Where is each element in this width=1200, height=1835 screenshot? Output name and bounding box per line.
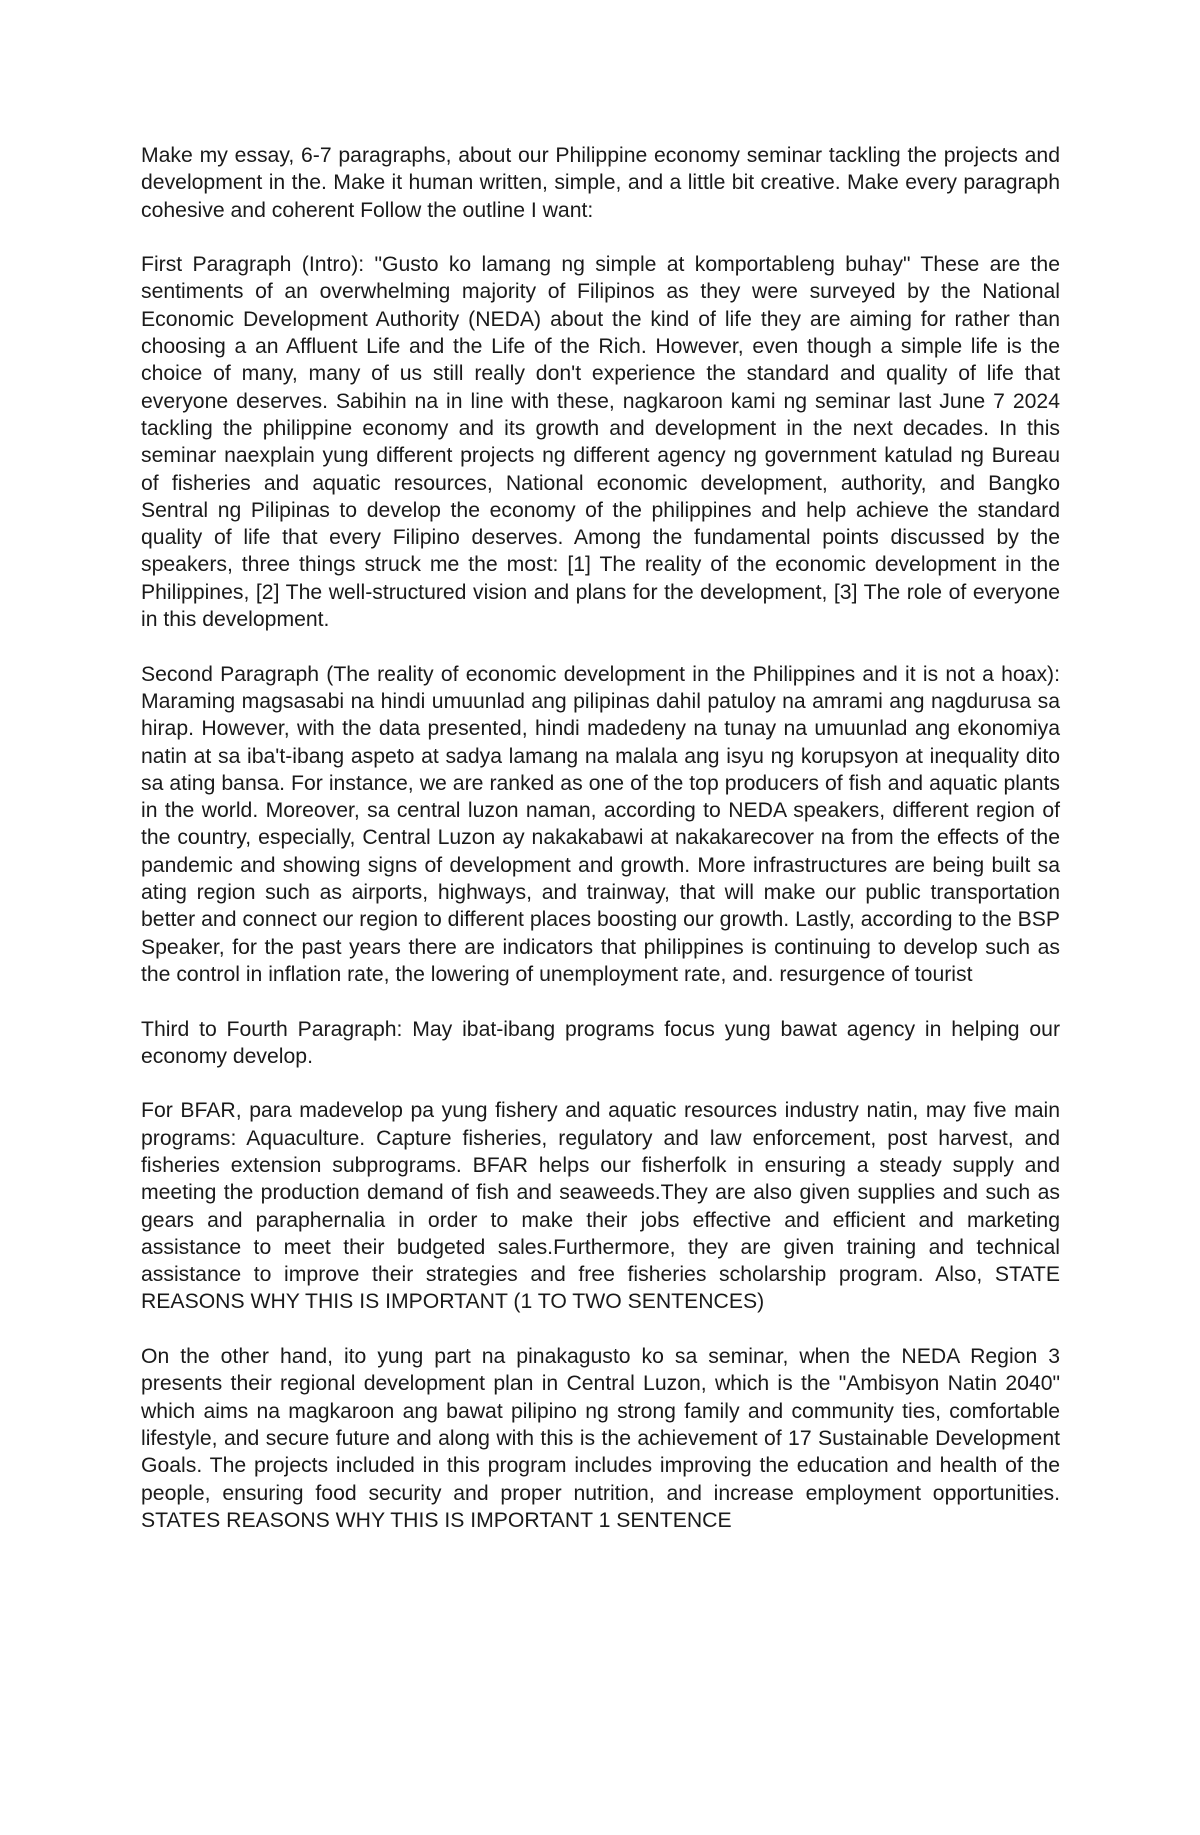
paragraph-second-reality: Second Paragraph (The reality of economic development in the Philippines and it is not a hoax): Maraming magsasabi na hindi umuunlad ang pilipinas dahil patuloy na amrami ang nagdurusa sa hirap. However, with the data presented, hindi madedeny na tunay na umuunlad ang ekonomiya natin at sa iba't-ibang aspeto at sadya lamang na malala ang isyu ng korupsyon at inequality dito sa ating bansa. For instance, we are ranked as one of the top producers of fish and aquatic plants in the world. Moreover, sa central luzon naman, according to NEDA speakers, different region of the country, especially, Central Luzon ay nakakabawi at nakakarecover na from the effects of the pandemic and showing signs of development and growth. More infrastructures are being built sa ating region such as airports, highways, and trainway, that will make our public transportation better and connect our region to different places boosting our growth. Lastly, according to the BSP Speaker, for the past years there are indicators that philippines is continuing to develop such as the control in inflation rate, the lowering of unemployment rate, and. resurgence of tourist (141, 662, 1060, 986)
paragraph-first-intro: First Paragraph (Intro): "Gusto ko lamang ng simple at komportableng buhay" These are the sentiments of an overwhelming majority of Filipinos as they were surveyed by the National Economic Development Authority (NEDA) about the kind of life they are aiming for rather than choosing a an Affluent Life and the Life of the Rich. However, even though a simple life is the choice of many, many of us still really don't experience the standard and quality of life that everyone deserves. Sabihin na in line with these, nagkaroon kami ng seminar last June 7 2024 tackling the philippine economy and its growth and development in the next decades. In this seminar naexplain yung different projects ng different agency ng government katulad ng Bureau of fisheries and aquatic resources, National economic development, authority, and Bangko Sentral ng Pilipinas to develop the economy of the philippines and help achieve the standard quality of life that every Filipino deserves. Among the fundamental points discussed by the speakers, three things struck me the most: [1] The reality of the economic development in the Philippines, [2] The well-structured vision and plans for the development, [3] The role of everyone in this development. (141, 253, 1060, 632)
paragraph-neda: On the other hand, ito yung part na pinakagusto ko sa seminar, when the NEDA Region 3 presents their regional development plan in Central Luzon, which is the "Ambisyon Natin 2040" which aims na magkaroon ang bawat pilipino ng strong family and community ties, comfortable lifestyle, and secure future and along with this is the achievement of 17 Sustainable Development Goals. The projects included in this program includes improving the education and health of the people, ensuring food security and proper nutrition, and increase employment opportunities. STATES REASONS WHY THIS IS IMPORTANT 1 SENTENCE (141, 1345, 1060, 1532)
paragraph-instructions: Make my essay, 6-7 paragraphs, about our Philippine economy seminar tackling the projects and development in the. Make it human written, simple, and a little bit creative. Make every paragraph cohesive and coherent Follow the outline I want: (141, 144, 1060, 222)
paragraph-bfar: For BFAR, para madevelop pa yung fishery and aquatic resources industry natin, may five main programs: Aquaculture. Capture fisheries, regulatory and law enforcement, post harvest, and fisheries extension subprograms. BFAR helps our fisherfolk in ensuring a steady supply and meeting the production demand of fish and seaweeds.They are also given supplies and such as gears and paraphernalia in order to make their jobs effective and efficient and marketing assistance to meet their budgeted sales.Furthermore, they are given training and technical assistance to improve their strategies and free fisheries scholarship program. Also, STATE REASONS WHY THIS IS IMPORTANT (1 TO TWO SENTENCES) (141, 1099, 1060, 1314)
paragraph-third-to-fourth: Third to Fourth Paragraph: May ibat-ibang programs focus yung bawat agency in helping our economy develop. (141, 1017, 1060, 1068)
